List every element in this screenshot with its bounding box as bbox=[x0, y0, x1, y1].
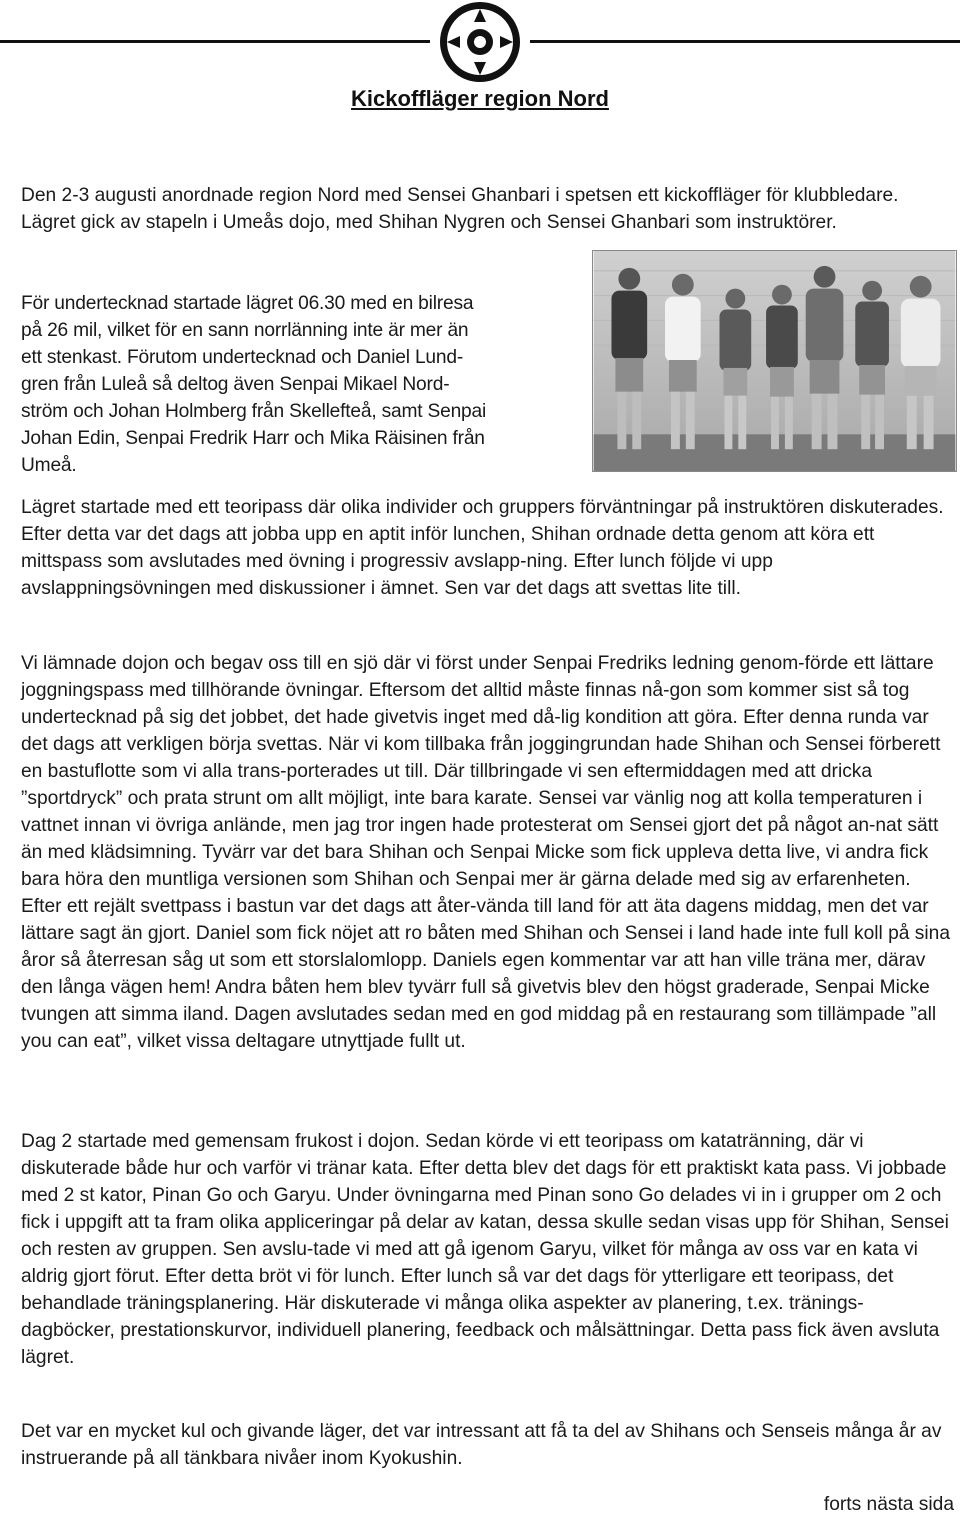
header-rule-right bbox=[530, 40, 960, 43]
photo-side-line: på 26 mil, vilket för en sann norrlänning inte är mer än bbox=[21, 320, 469, 341]
photo-side-paragraph bbox=[21, 290, 596, 479]
photo-side-line: ett stenkast. Förutom undertecknad och Daniel Lund- bbox=[21, 347, 464, 368]
photo-side-line: Umeå. bbox=[21, 455, 77, 476]
photo-side-line: gren från Luleå så deltog även Senpai Mikael Nord- bbox=[21, 374, 450, 395]
body-paragraph-1: Lägret startade med ett teoripass där olika individer och gruppers förväntningar på instruktören diskuterades. Efter detta var det dags att jobba upp en aptit inför lunchen, Shihan ordnade detta genom att köra ett mittspass som avslutades med övning i progressiv avslapp-ning. Efter lunch följde vi upp avslappningsövningen med diskussioner i ämnet. Sen var det dags att svettas lite till. bbox=[21, 497, 944, 599]
continued-note: forts nästa sida bbox=[823, 1494, 954, 1515]
body-paragraph-3: Dag 2 startade med gemensam frukost i dojon. Sedan körde vi ett teoripass om katatränning, där vi diskuterade både hur och varför vi tränar kata. Efter detta blev det dags för ett praktiskt kata pass. Vi jobbade med 2 st kator, Pinan Go och Garyu. Under övningarna med Pinan sono Go delades vi in i grupper om 2 och fick i uppgift att ta fram olika appliceringar på delar av katan, dessa skulle sedan visas upp för Shihan, Sensei och resten av gruppen. Sen avslu-tade vi med att gå igenom Garyu, vilket för många av oss var en kata vi aldrig gjort förut. Efter detta bröt vi för lunch. Efter lunch så var det dags för ytterligare ett teoripass, det behandlade träningsplanering. Här diskuterade vi många olika aspekter av planering, t.ex. tränings-dagböcker, prestationskurvor, individuell planering, feedback och målsättningar. Detta pass fick även avsluta lägret. bbox=[21, 1131, 949, 1368]
photo-side-line: För undertecknad startade lägret 06.30 med en bilresa bbox=[21, 293, 474, 314]
article-title: Kickoffläger region Nord bbox=[351, 86, 609, 111]
body-paragraph-4: Det var en mycket kul och givande läger, det var intressant att få ta del av Shihans och Senseis många år av instruerande på all tänkbara nivåer inom Kyokushin. bbox=[21, 1421, 942, 1469]
header-rule-left bbox=[0, 40, 430, 43]
group-photo bbox=[592, 250, 957, 472]
intro-paragraph: Den 2-3 augusti anordnade region Nord med Sensei Ghanbari i spetsen ett kickoffläger för klubbledare. Lägret gick av stapeln i Umeås dojo, med Shihan Nygren och Sensei Ghanbari som instruktörer. bbox=[21, 185, 899, 233]
kyokushin-kanku-logo-icon bbox=[438, 0, 522, 84]
photo-side-line: ström och Johan Holmberg från Skellefteå, samt Senpai bbox=[21, 401, 487, 422]
photo-side-line: Johan Edin, Senpai Fredrik Harr och Mika Räisinen från bbox=[21, 428, 485, 449]
body-paragraph-2: Vi lämnade dojon och begav oss till en sjö där vi först under Senpai Fredriks ledning genom-förde ett lättare joggningspass med tillhörande övningar. Eftersom det alltid måste finnas nå-gon som kommer sist så tog undertecknad på sig det jobbet, det hade givetvis inget med då-lig kondition att göra. Efter denna runda var det dags att verkligen börja svettas. När vi kom tillbaka från joggingrundan hade Shihan och Sensei förberett en bastuflotte som vi alla trans-porterades ut till. Där tillbringade vi sen eftermiddagen med att dricka ”sportdryck” och prata strunt om allt möjligt, inte bara karate. Sensei var vänlig nog att kolla temperaturen i vattnet innan vi övriga anlände, men jag tror ingen hade protesterat om Sensei gjort det på något an-nat sätt än med klädsimning. Tyvärr var det bara Shihan och Senpai Micke som fick uppleva detta live, vi andra fick bara höra den muntliga versionen som Shihan och Senpai mer är gärna delade med sig av erfarenheten. Efter ett rejält svettpass i bastun var det dags att åter-vända till land för att äta dagens middag, men det var lättare sagt än gjort. Daniel som fick nöjet att ro båten med Shihan och Sensei i land hade inte full koll på sina åror så återresan såg ut som ett storslalomlopp. Daniels egen kommentar var att han ville träna mer, därav den långa vägen hem! Andra båten hem blev tyvärr full så givetvis blev den högst graderade, Senpai Micke tvungen att simma iland. Dagen avslutades sedan med en god middag på en restaurang som tillämpade ”all you can eat”, vilket vissa deltagare utnyttjade fullt ut. bbox=[21, 653, 951, 1052]
